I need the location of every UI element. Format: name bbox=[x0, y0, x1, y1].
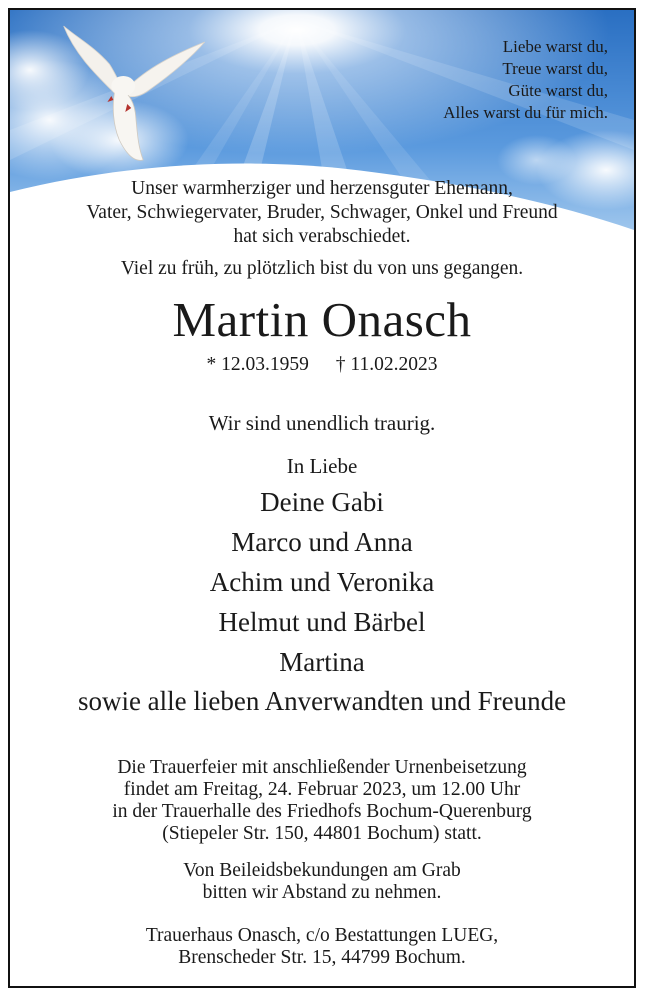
life-dates bbox=[10, 353, 634, 377]
condolence-note bbox=[10, 860, 634, 904]
grief-line: Wir sind unendlich traurig. bbox=[208, 411, 436, 435]
birth-date: * 12.03.1959 bbox=[206, 354, 309, 375]
family-member: Achim und Veronika bbox=[209, 567, 435, 597]
too-early-line: Viel zu früh, zu plötzlich bist du von uns gegangen. bbox=[120, 258, 524, 279]
relatives-line: sowie alle lieben Anverwandten und Freunde bbox=[77, 686, 567, 716]
poem bbox=[443, 36, 608, 124]
service-line: in der Trauerhalle des Friedhofs Bochum-Querenburg bbox=[112, 801, 532, 822]
address-line: Brenscheder Str. 15, 44799 Bochum. bbox=[178, 947, 466, 968]
deceased-name: Martin Onasch bbox=[172, 292, 472, 347]
address-line: Trauerhaus Onasch, c/o Bestattungen LUEG, bbox=[145, 925, 499, 946]
condolence-line: Von Beileidsbekundungen am Grab bbox=[183, 860, 461, 881]
service-line: findet am Freitag, 24. Februar 2023, um 12.00 Uhr bbox=[123, 779, 521, 800]
intro-line: Unser warmherziger und herzensguter Ehemann, bbox=[131, 178, 513, 199]
family-member: Helmut und Bärbel bbox=[218, 607, 426, 637]
death-date: † 11.02.2023 bbox=[335, 354, 438, 375]
family-member: Deine Gabi bbox=[260, 487, 384, 517]
intro-text bbox=[10, 177, 634, 249]
family-list bbox=[10, 482, 634, 682]
in-love-line: In Liebe bbox=[286, 454, 358, 478]
intro-line: hat sich verabschiedet. bbox=[233, 226, 411, 247]
service-line: (Stiepeler Str. 150, 44801 Bochum) statt. bbox=[162, 823, 482, 844]
obituary-notice bbox=[8, 8, 636, 988]
poem-line: Treue warst du, bbox=[502, 59, 608, 78]
service-line: Die Trauerfeier mit anschließender Urnenbeisetzung bbox=[117, 757, 527, 778]
poem-line: Liebe warst du, bbox=[502, 37, 608, 56]
poem-line: Güte warst du, bbox=[508, 81, 608, 100]
poem-line: Alles warst du für mich. bbox=[443, 103, 608, 122]
mourning-house-address bbox=[10, 925, 634, 969]
family-member: Marco und Anna bbox=[231, 527, 413, 557]
funeral-service-info bbox=[10, 757, 634, 845]
condolence-line: bitten wir Abstand zu nehmen. bbox=[202, 882, 442, 903]
family-member: Martina bbox=[279, 647, 365, 677]
intro-line: Vater, Schwiegervater, Bruder, Schwager, Onkel und Freund bbox=[86, 202, 558, 223]
